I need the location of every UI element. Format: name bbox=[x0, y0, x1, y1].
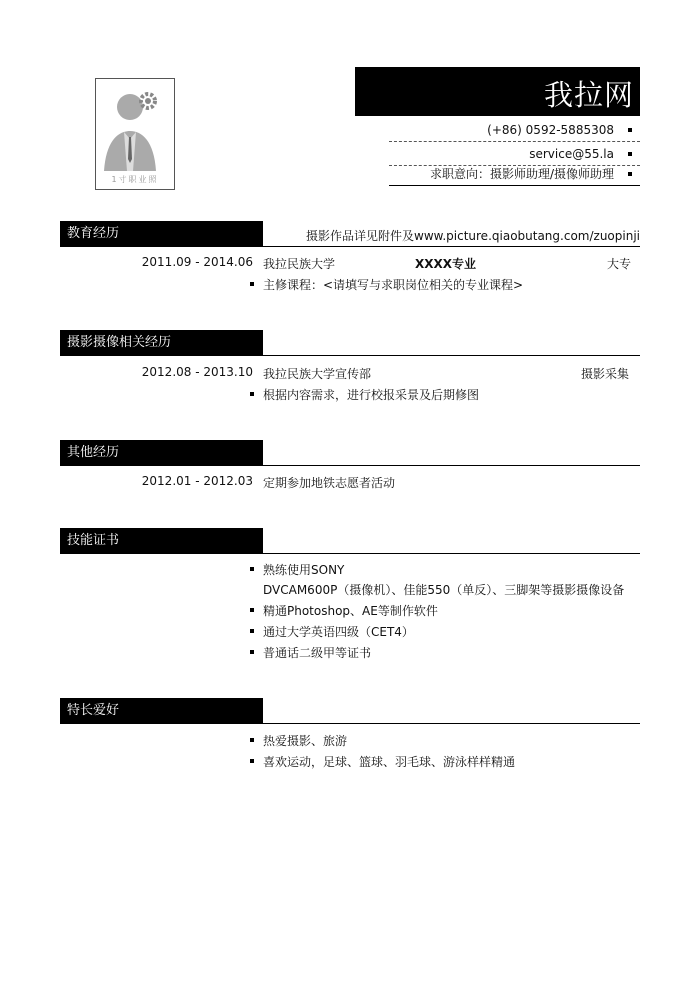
education-school: 我拉民族大学 bbox=[263, 257, 336, 271]
contact-phone-row bbox=[389, 118, 640, 142]
list-item: 主修课程：<请填写与求职岗位相关的专业课程> bbox=[246, 276, 523, 293]
list-item-continuation: DVCAM600P（摄像机）、佳能550（单反）、三脚架等摄影摄像设备 bbox=[263, 583, 625, 597]
candidate-name: 我拉网 bbox=[543, 78, 634, 112]
education-major: XXXX专业 bbox=[415, 257, 477, 271]
section-photography-header bbox=[60, 330, 640, 356]
portfolio-note: 摄影作品详见附件及www.picture.qiaobutang.com/zuopinji bbox=[306, 229, 640, 243]
other-exp-date: 2012.01 - 2012.03 bbox=[141, 474, 253, 488]
contact-objective-row bbox=[389, 162, 640, 186]
list-item: 根据内容需求，进行校报采景及后期修图 bbox=[246, 386, 479, 403]
name-banner bbox=[355, 67, 640, 116]
list-item: 通过大学英语四级（CET4） bbox=[246, 623, 414, 640]
education-degree: 大专 bbox=[607, 257, 632, 271]
section-title: 其他经历 bbox=[60, 440, 263, 466]
photo-exp-role: 摄影采集 bbox=[581, 367, 630, 381]
photo-exp-date: 2012.08 - 2013.10 bbox=[141, 365, 253, 379]
list-item: 热爱摄影、旅游 bbox=[246, 732, 347, 749]
email-address: service@55.la bbox=[529, 147, 614, 161]
list-item: 精通Photoshop、AE等制作软件 bbox=[246, 602, 438, 619]
section-title: 技能证书 bbox=[60, 528, 263, 554]
education-date: 2011.09 - 2014.06 bbox=[141, 255, 253, 269]
section-title: 特长爱好 bbox=[60, 698, 263, 724]
list-item: 喜欢运动，足球、篮球、羽毛球、游泳样样精通 bbox=[246, 753, 515, 770]
list-item: 普通话二级甲等证书 bbox=[246, 644, 371, 661]
other-exp-desc: 定期参加地铁志愿者活动 bbox=[263, 476, 396, 490]
section-title: 教育经历 bbox=[60, 221, 263, 247]
section-hobbies-header bbox=[60, 698, 640, 724]
job-objective: 求职意向：摄影师助理/摄像师助理 bbox=[429, 167, 614, 181]
section-title: 摄影摄像相关经历 bbox=[60, 330, 263, 356]
bullet-square-icon bbox=[628, 152, 632, 156]
list-item: 熟练使用SONY bbox=[246, 561, 344, 578]
phone-number: (+86) 0592-5885308 bbox=[487, 123, 614, 137]
avatar-silhouette-icon bbox=[96, 79, 174, 189]
section-other-header bbox=[60, 440, 640, 466]
photo-caption: 1寸职业照 bbox=[111, 175, 159, 184]
photo-exp-org: 我拉民族大学宣传部 bbox=[263, 367, 372, 381]
profile-photo-placeholder bbox=[95, 78, 175, 190]
bullet-square-icon bbox=[628, 128, 632, 132]
bullet-square-icon bbox=[628, 172, 632, 176]
section-skills-header bbox=[60, 528, 640, 554]
section-education-header bbox=[60, 221, 640, 247]
